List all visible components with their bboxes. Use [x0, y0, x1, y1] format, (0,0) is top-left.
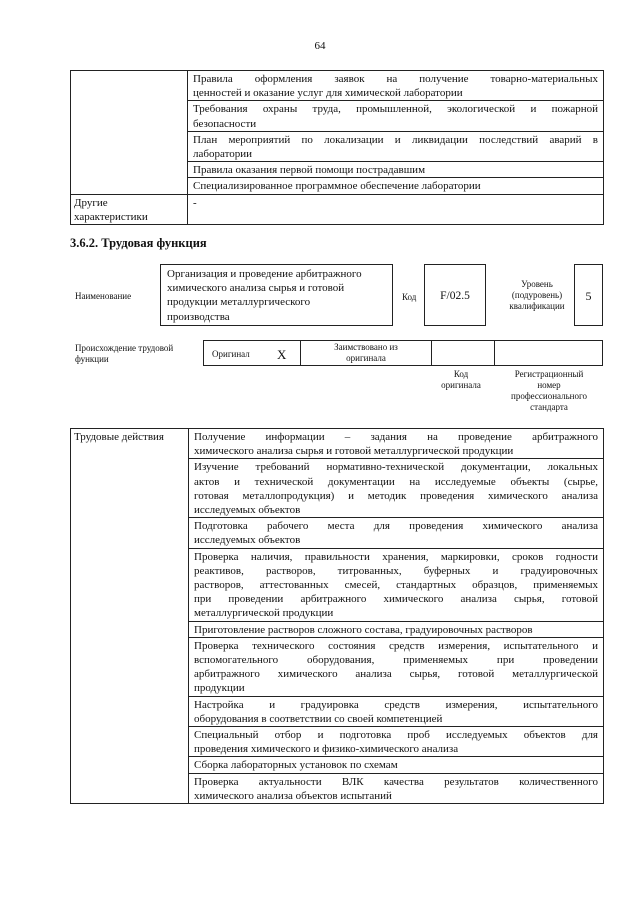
table-row — [71, 194, 604, 224]
text-line: реактивов, растворов, титрованных, буферных и градуировочных — [194, 564, 598, 577]
text-line: продукции — [194, 682, 245, 695]
labour-action-cell — [189, 757, 604, 773]
page-number: 64 — [314, 40, 326, 52]
table-cell — [188, 101, 604, 131]
code-original-caption — [430, 369, 492, 391]
caption-line: профессионального — [511, 391, 587, 401]
text-line: растворов, аттестованных смесей, стандартных образцов, применяемых — [194, 579, 598, 592]
row-label-cell — [71, 71, 188, 195]
function-name-line: Организация и проведение арбитражного — [167, 268, 362, 280]
labour-action-cell — [189, 459, 604, 518]
text-line: Подготовка рабочего места для проведения химического анализа — [194, 520, 598, 533]
table-cell — [188, 71, 604, 101]
text-line: Проверка наличия, правильности хранения, маркировки, сроков годности — [194, 550, 598, 563]
text-line: Настройка и градуировка средств измерения, испытательного — [194, 698, 598, 711]
section-title: 3.6.2. Трудовая функция — [70, 236, 207, 250]
borrowed-line: оригинала — [346, 353, 386, 363]
qualification-level-label — [497, 279, 577, 312]
level-label-line: (подуровень) — [511, 290, 563, 300]
qualification-level-value: 5 — [574, 264, 603, 326]
borrowed-line: Заимствовано из — [334, 342, 398, 352]
text-line: Изучение требований нормативно-технической документации, локальных — [194, 461, 598, 474]
text-line: безопасности — [193, 117, 257, 130]
labour-actions-label: Трудовые действия — [71, 429, 189, 804]
borrowed-label — [302, 342, 430, 364]
labour-actions-table — [70, 428, 604, 804]
text-line: ценностей и оказание услуг для химической лаборатории — [193, 87, 463, 100]
text-line: при проведении арбитражного химического анализа сырья, готовой — [194, 593, 598, 606]
text-line: готовая металлопродукция) и методик проведения химического анализа — [194, 489, 598, 502]
divider — [431, 341, 432, 365]
text-line: План мероприятий по локализации и ликвидации последствий аварий в — [193, 133, 598, 146]
table-cell — [188, 178, 604, 194]
text-line: Специализированное программное обеспечение лаборатории — [193, 180, 481, 193]
labour-action-cell — [189, 727, 604, 757]
labour-action-cell — [189, 773, 604, 803]
table-row — [71, 71, 604, 101]
text-line: характеристики — [74, 210, 148, 223]
other-characteristics-value: - — [188, 194, 604, 224]
divider — [300, 341, 301, 365]
origin-row — [203, 340, 603, 366]
level-label-line: квалификации — [509, 301, 565, 311]
text-line: Проверка технического состояния средств измерения, испытательного и — [194, 639, 598, 652]
labour-action-cell — [189, 518, 604, 548]
text-line: исследуемых объектов — [194, 534, 301, 547]
function-name-box — [160, 264, 393, 326]
text-line: Другие — [74, 196, 108, 209]
function-name-line: производства — [167, 310, 230, 323]
text-line: Проверка актуальности ВЛК качества результатов количественного — [194, 775, 598, 788]
text-line: Приготовление растворов сложного состава, градуировочных растворов — [194, 623, 533, 636]
text-line: Требования охраны труда, промышленной, экологической и пожарной — [193, 103, 598, 116]
text-line: Получение информации – задания на проведение арбитражного — [194, 431, 598, 443]
text-line: вспомогательного оборудования, применяемых при проведении — [194, 654, 598, 667]
origin-label-line: Происхождение трудовой — [75, 343, 174, 353]
text-line: Правила оформления заявок на получение товарно-материальных — [193, 73, 598, 85]
text-line: металлургической продукции — [194, 607, 334, 620]
level-label-line: Уровень — [521, 279, 553, 289]
caption-line: Код — [453, 369, 469, 379]
labour-action-cell — [189, 637, 604, 696]
code-value-box: F/02.5 — [424, 264, 486, 326]
registration-number-caption — [496, 369, 602, 413]
text-line: арбитражного химического анализа сырья, готовой металлургической — [194, 668, 598, 681]
other-characteristics-label — [71, 194, 188, 224]
origin-label-line: функции — [75, 354, 109, 364]
caption-line: Регистрационный — [514, 369, 584, 379]
caption-line: стандарта — [530, 402, 568, 412]
caption-line: номер — [537, 380, 561, 390]
labour-action-cell — [189, 548, 604, 621]
text-line: оборудования в соответствии со своей компетенцией — [194, 712, 443, 725]
text-line: лаборатории — [193, 148, 253, 161]
labour-action-cell — [189, 621, 604, 637]
table-cell — [188, 162, 604, 178]
text-line: проведения химического и физико-химического анализа — [194, 743, 459, 756]
function-name-line: химического анализа сырья и готовой — [167, 282, 345, 295]
text-line: исследуемых объектов — [194, 504, 301, 517]
function-name-line: продукции металлургического — [167, 296, 311, 309]
knowledge-table — [70, 70, 604, 225]
code-label: Код — [402, 292, 417, 302]
labour-action-cell — [189, 696, 604, 726]
name-label: Наименование — [75, 291, 132, 301]
table-row — [71, 429, 604, 459]
text-line: Сборка лабораторных установок по схемам — [194, 759, 398, 772]
original-mark: X — [277, 347, 287, 362]
text-line: химического анализа объектов испытаний — [194, 789, 392, 802]
text-line: Правила оказания первой помощи пострадавшим — [193, 164, 426, 177]
text-line: химического анализа сырья и готовой металлургической продукции — [194, 445, 514, 458]
original-label: Оригинал — [212, 349, 250, 359]
text-line: актов и технической документации на исследуемые объекты (сырье, — [194, 475, 598, 488]
origin-label — [75, 343, 173, 365]
text-line: Специальный отбор и подготовка проб исследуемых объектов для — [194, 729, 598, 742]
caption-line: оригинала — [441, 380, 481, 390]
table-cell — [188, 131, 604, 161]
labour-action-cell — [189, 429, 604, 459]
divider — [494, 341, 495, 365]
